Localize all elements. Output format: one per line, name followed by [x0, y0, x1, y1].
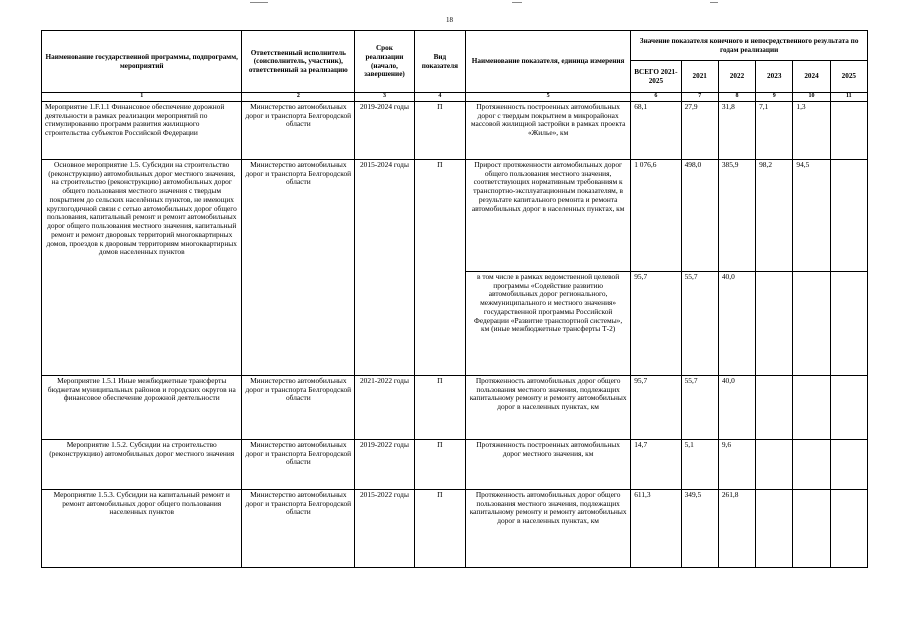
header-executor: Ответственный исполнитель (соисполнитель, участник), ответственный за реализацию	[242, 31, 355, 93]
column-number: 7	[681, 93, 718, 102]
value-cell: 98,2	[756, 160, 793, 272]
value-cell: 40,0	[718, 376, 755, 440]
program-cell: Мероприятие 1.5.1 Иные межбюджетные трансферты бюджетам муниципальных районов и городских округов на финансовое обеспечение дорожной деятельности	[42, 376, 242, 440]
value-cell: 9,6	[718, 440, 755, 490]
table-row	[42, 376, 868, 440]
header-indicator: Наименование показателя, единица измерения	[466, 31, 631, 93]
value-cell: 95,7	[631, 272, 681, 376]
page-number: 18	[446, 16, 453, 24]
header-year: 2023	[756, 61, 793, 93]
program-cell: Мероприятие 1.F.1.1 Финансовое обеспечение дорожной деятельности в рамках реализации мероприятий по стимулированию программ развития жилищного строительства субъектов Российской Федерации	[42, 102, 242, 160]
column-number: 1	[42, 93, 242, 102]
value-cell: 40,0	[718, 272, 755, 376]
value-cell: 1,3	[793, 102, 830, 160]
value-cell: 94,5	[793, 160, 830, 272]
term-cell: 2021-2022 годы	[355, 376, 414, 440]
value-cell	[793, 490, 830, 568]
value-cell	[830, 160, 867, 272]
type-cell: П	[414, 102, 465, 160]
value-cell: 5,1	[681, 440, 718, 490]
value-cell: 31,8	[718, 102, 755, 160]
indicator-cell: Прирост протяженности автомобильных дорог общего пользования местного значения, соответствующих нормативным требованиям к транспортно-эксплуатационным показателям, в результате капитального ремонта и ремонта автомобильных дорог в населенных пунктах, км	[466, 160, 631, 272]
program-cell: Основное мероприятие 1.5. Субсидии на строительство (реконструкцию) автомобильных дорог местного значения, на строительство (реконструкцию) автомобильных дорог общего пользования местного значения с твердым покрытием до сельских населённых пунктов, не имеющих круглогодичной связи с сетью автомобильных дорог общего пользования, капитальный ремонт и ремонт автомобильных дорог общего пользования местного значения, капитальный ремонт и ремонт дворовых территорий многоквартирных домов, проездов к дворовым территориям многоквартирных домов населенных пунктов	[42, 160, 242, 376]
sub-indicator-cell: в том числе в рамках ведомственной целевой программы «Содействие развитию автомобильных дорог регионального, межмуниципального и местного значения» государственной программы Российской Федерации «Развитие транспортной системы», км (иные межбюджетные трансферты Т-2)	[466, 272, 631, 376]
header-year: 2022	[718, 61, 755, 93]
column-number: 8	[718, 93, 755, 102]
term-cell: 2015-2024 годы	[355, 160, 414, 376]
header-year: 2024	[793, 61, 830, 93]
table-row	[42, 490, 868, 568]
table-row	[42, 440, 868, 490]
scan-mark	[710, 2, 718, 3]
column-number: 6	[631, 93, 681, 102]
indicator-cell: Протяженность автомобильных дорог общего пользования местного значения, подлежащих капитальному ремонту и ремонту автомобильных дорог в населенных пунктах, км	[466, 376, 631, 440]
column-number: 4	[414, 93, 465, 102]
value-cell: 27,9	[681, 102, 718, 160]
type-cell: П	[414, 160, 465, 376]
column-number: 2	[242, 93, 355, 102]
column-number: 10	[793, 93, 830, 102]
value-cell: 611,3	[631, 490, 681, 568]
scan-mark	[512, 2, 522, 3]
program-cell: Мероприятие 1.5.2. Субсидии на строительство (реконструкцию) автомобильных дорог местного значения	[42, 440, 242, 490]
value-cell	[756, 440, 793, 490]
value-cell: 55,7	[681, 272, 718, 376]
value-cell	[830, 272, 867, 376]
value-cell: 385,9	[718, 160, 755, 272]
value-cell: 1 076,6	[631, 160, 681, 272]
executor-cell: Министерство автомобильных дорог и транспорта Белгородской области	[242, 440, 355, 490]
value-cell: 14,7	[631, 440, 681, 490]
term-cell: 2019-2024 годы	[355, 102, 414, 160]
value-cell: 55,7	[681, 376, 718, 440]
header-row	[42, 31, 868, 61]
header-total: ВСЕГО 2021-2025	[631, 61, 681, 93]
indicator-cell: Протяженность построенных автомобильных дорог с твердым покрытием в микрорайонах массовой жилищной застройки в рамках проекта «Жилье», км	[466, 102, 631, 160]
table-row	[42, 160, 868, 272]
header-term: Срок реализации (начало, завершение)	[355, 31, 414, 93]
indicator-cell: Протяженность построенных автомобильных дорог местного значения, км	[466, 440, 631, 490]
type-cell: П	[414, 490, 465, 568]
value-cell	[756, 376, 793, 440]
term-cell: 2015-2022 годы	[355, 490, 414, 568]
column-number-row	[42, 93, 868, 102]
value-cell	[756, 272, 793, 376]
type-cell: П	[414, 376, 465, 440]
program-cell: Мероприятие 1.5.3. Субсидии на капитальный ремонт и ремонт автомобильных дорог общего пользования населенных пунктов	[42, 490, 242, 568]
header-year: 2021	[681, 61, 718, 93]
table-row	[42, 102, 868, 160]
value-cell: 498,0	[681, 160, 718, 272]
column-number: 5	[466, 93, 631, 102]
type-cell: П	[414, 440, 465, 490]
executor-cell: Министерство автомобильных дорог и транспорта Белгородской области	[242, 490, 355, 568]
header-program: Наименование государственной программы, подпрограмм, мероприятий	[42, 31, 242, 93]
value-cell: 261,8	[718, 490, 755, 568]
scan-mark	[250, 2, 268, 3]
value-cell: 7,1	[756, 102, 793, 160]
value-cell	[756, 490, 793, 568]
indicators-table	[41, 30, 868, 568]
value-cell: 349,5	[681, 490, 718, 568]
value-cell: 95,7	[631, 376, 681, 440]
executor-cell: Министерство автомобильных дорог и транспорта Белгородской области	[242, 102, 355, 160]
value-cell	[830, 440, 867, 490]
value-cell	[793, 440, 830, 490]
value-cell	[830, 376, 867, 440]
term-cell: 2019-2022 годы	[355, 440, 414, 490]
value-cell	[793, 272, 830, 376]
value-cell	[830, 102, 867, 160]
indicator-cell: Протяженность автомобильных дорог общего пользования местного значения, подлежащих капитальному ремонту и ремонту автомобильных дорог в населенных пунктах, км	[466, 490, 631, 568]
header-type: Вид показателя	[414, 31, 465, 93]
column-number: 3	[355, 93, 414, 102]
column-number: 9	[756, 93, 793, 102]
header-values-group: Значение показателя конечного и непосредственного результата по годам реализации	[631, 31, 868, 61]
value-cell: 68,1	[631, 102, 681, 160]
column-number: 11	[830, 93, 867, 102]
header-year: 2025	[830, 61, 867, 93]
value-cell	[830, 490, 867, 568]
executor-cell: Министерство автомобильных дорог и транспорта Белгородской области	[242, 376, 355, 440]
executor-cell: Министерство автомобильных дорог и транспорта Белгородской области	[242, 160, 355, 376]
value-cell	[793, 376, 830, 440]
